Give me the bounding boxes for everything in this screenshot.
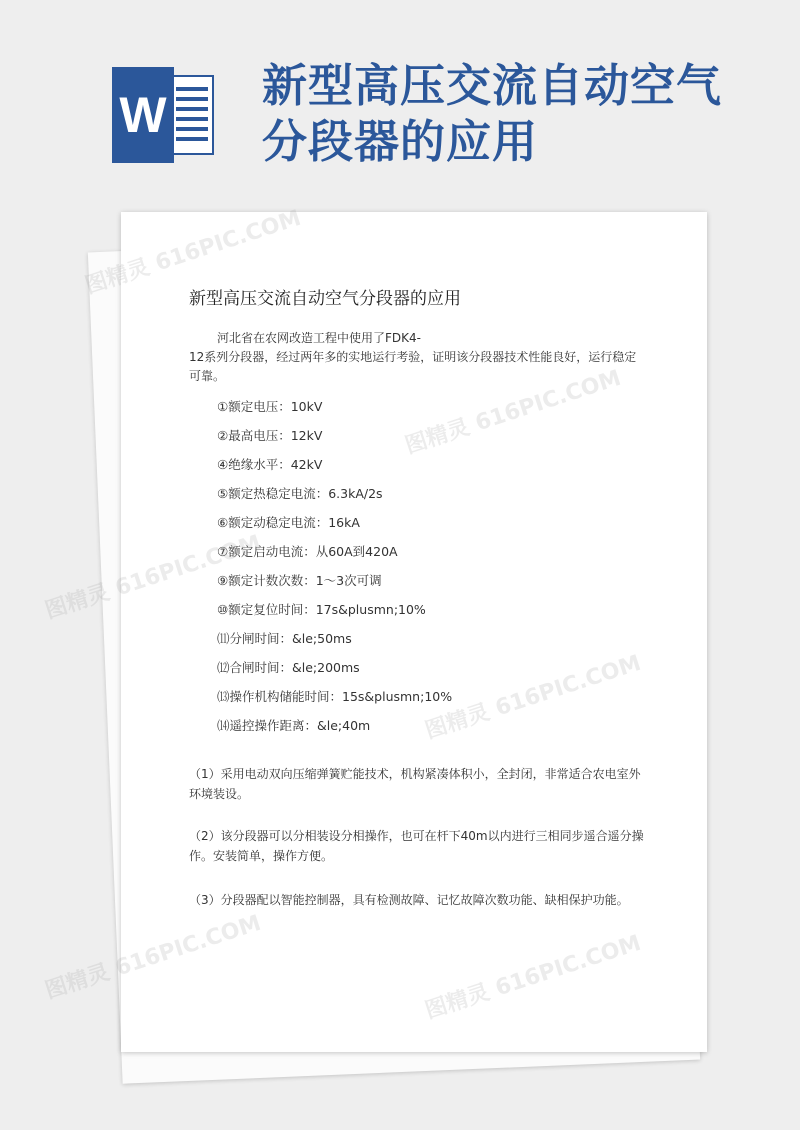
feature-paragraph-1: （1）采用电动双向压缩弹簧贮能技术，机构紧凑体积小，全封闭，非常适合农电室外环境装设。 <box>189 767 641 801</box>
spec-item: ②最高电压：12kV <box>217 428 323 443</box>
intro-line-1: 河北省在农网改造工程中使用了FDK4- <box>217 331 421 345</box>
spec-item: ⑤额定热稳定电流：6.3kA/2s <box>217 486 383 501</box>
spec-item: ⒁遥控操作距离：&le;40m <box>217 718 371 733</box>
spec-list <box>217 392 452 740</box>
intro-paragraph <box>189 329 639 386</box>
banner-title: 新型高压交流自动空气分段器的应用 <box>262 59 723 168</box>
word-logo-letter: W <box>112 67 174 163</box>
intro-line-2: 12系列分段器，经过两年多的实地运行考验，证明该分段器技术性能良好，运行稳定可靠。 <box>189 350 637 383</box>
document-title: 新型高压交流自动空气分段器的应用 <box>189 289 461 309</box>
spec-item: ④绝缘水平：42kV <box>217 457 323 472</box>
spec-item: ⑾分闸时间：&le;50ms <box>217 631 352 646</box>
feature-paragraph-2: （2）该分段器可以分相装设分相操作，也可在杆下40m以内进行三相同步遥合遥分操作。安装简单，操作方便。 <box>189 829 644 863</box>
spec-item: ⑥额定动稳定电流：16kA <box>217 515 360 530</box>
word-document-icon <box>112 67 216 163</box>
watermark: 图精灵 <box>42 959 113 1005</box>
spec-item: ⑦额定启动电流：从60A到420A <box>217 544 398 559</box>
banner-header <box>0 0 800 190</box>
spec-item: ⑨额定计数次数：1～3次可调 <box>217 573 382 588</box>
document-page <box>121 212 707 1052</box>
watermark: 图精灵 <box>42 579 113 625</box>
spec-item: ⑿合闸时间：&le;200ms <box>217 660 360 675</box>
spec-item: ①额定电压：10kV <box>217 399 323 414</box>
spec-item: ⒀操作机构储能时间：15s&plusmn;10% <box>217 689 453 704</box>
spec-item: ⑩额定复位时间：17s&plusmn;10% <box>217 602 426 617</box>
feature-paragraph-3: （3）分段器配以智能控制器，具有检测故障、记忆故障次数功能、缺相保护功能。 <box>189 893 629 907</box>
